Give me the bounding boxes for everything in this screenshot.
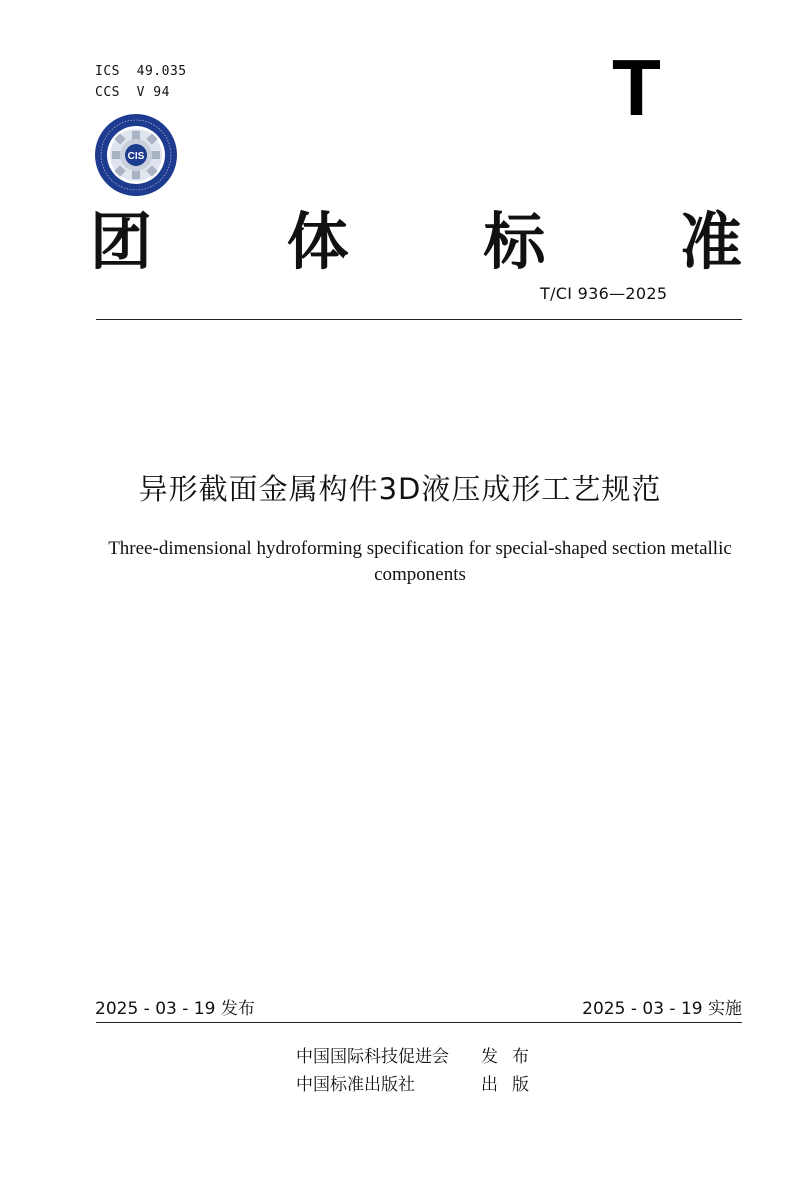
publisher-row bbox=[296, 1071, 543, 1099]
document-title-chinese: 异形截面金属构件3D液压成形工艺规范 bbox=[138, 472, 662, 506]
publisher-name: 中国标准出版社 bbox=[296, 1075, 415, 1095]
heading-char-4: 准 bbox=[679, 205, 742, 278]
category-letter: T bbox=[612, 43, 661, 132]
publisher-role: 出版 bbox=[481, 1075, 543, 1095]
organization-logo-icon bbox=[94, 113, 178, 197]
ics-code: ICS 49.035 bbox=[95, 64, 187, 79]
publish-date: 2025 - 03 - 19 发布 bbox=[95, 999, 255, 1019]
ccs-code: CCS V 94 bbox=[95, 85, 170, 100]
publisher-role: 发布 bbox=[481, 1047, 543, 1067]
publisher-row bbox=[296, 1043, 543, 1071]
implement-date: 2025 - 03 - 19 实施 bbox=[582, 999, 742, 1019]
publishers-block bbox=[296, 1043, 543, 1099]
bottom-divider bbox=[96, 1022, 742, 1023]
logo-center-text: CIS bbox=[127, 151, 145, 162]
standard-number: T/CI 936—2025 bbox=[540, 284, 668, 303]
publisher-name: 中国国际科技促进会 bbox=[296, 1047, 449, 1067]
classification-codes bbox=[95, 61, 187, 103]
document-title-english: Three-dimensional hydroforming specification for special-shaped section metallic components bbox=[108, 538, 732, 585]
heading-char-3: 标 bbox=[483, 205, 546, 278]
heading-char-1: 团 bbox=[90, 205, 153, 278]
heading-char-2: 体 bbox=[286, 205, 349, 278]
top-divider bbox=[96, 319, 742, 320]
standard-type-heading bbox=[90, 202, 742, 282]
